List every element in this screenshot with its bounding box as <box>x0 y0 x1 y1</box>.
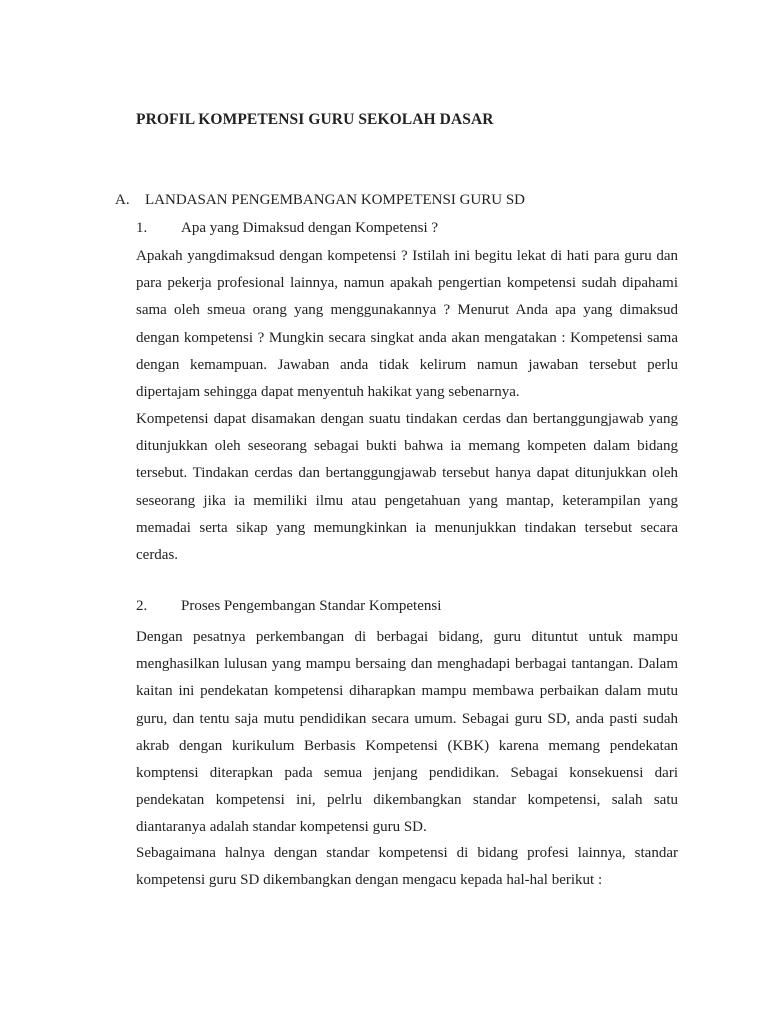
subsection-2-heading <box>136 598 441 615</box>
subsection-2-number: 2. <box>136 598 148 614</box>
section-a-title: LANDASAN PENGEMBANGAN KOMPETENSI GURU SD <box>145 192 526 208</box>
subsection-1-heading <box>136 220 438 237</box>
subsection-2-title: Proses Pengembangan Standar Kompetensi <box>181 598 442 614</box>
section-a-heading <box>115 192 525 209</box>
subsection-1-paragraph-1: Apakah yangdimaksud dengan kompetensi ? Istilah ini begitu lekat di hati para guru dan para pekerja profesional lainnya, namun apakah pengertian kompetensi sudah dipahami sama oleh smeua orang yang menggunakannya ? Menurut Anda apa yang dimaksud dengan kompetensi ? Mungkin secara singkat anda akan mengatakan : Kompetensi sama dengan kemampuan. Jawaban anda tidak kelirum namun jawaban tersebut perlu dipertajam sehingga dapat menyentuh hakikat yang sebenarnya. <box>136 248 678 401</box>
subsection-2-paragraph-1: Dengan pesatnya perkembangan di berbagai bidang, guru dituntut untuk mampu menghasilkan lulusan yang mampu bersaing dan menghadapi berbagai tantangan. Dalam kaitan ini pendekatan kompetensi diharapkan mampu membawa perbaikan dalam mutu guru, dan tentu saja mutu pendidikan secara umum. Sebagai guru SD, anda pasti sudah akrab dengan kurikulum Berbasis Kompetensi (KBK) karena memang pendekatan komptensi diterapkan pada semua jenjang pendidikan. Sebagai konsekuensi dari pendekatan kompetensi ini, pelrlu dikembangkan standar kompetensi, salah satu diantaranya adalah standar kompetensi guru SD. <box>136 629 678 836</box>
section-a-letter: A. <box>115 192 130 208</box>
document-title: PROFIL KOMPETENSI GURU SEKOLAH DASAR <box>136 111 494 128</box>
subsection-1-paragraph-2: Kompetensi dapat disamakan dengan suatu tindakan cerdas dan bertanggungjawab yang ditunjukkan oleh seseorang sebagai bukti bahwa ia memang kompeten dalam bidang tersebut. Tindakan cerdas dan bertanggungjawab tersebut hanya dapat ditunjukkan oleh seseorang jika ia memiliki ilmu atau pengetahuan yang mantap, keterampilan yang memadai serta sikap yang memungkinkan ia menunjukkan tindakan tersebut secara cerdas. <box>136 411 678 564</box>
subsection-2-paragraph-2: Sebagaimana halnya dengan standar kompetensi di bidang profesi lainnya, standar kompetensi guru SD dikembangkan dengan mengacu kepada hal-hal berikut : <box>136 845 678 889</box>
subsection-1-title: Apa yang Dimaksud dengan Kompetensi ? <box>181 220 439 236</box>
subsection-1-number: 1. <box>136 220 148 236</box>
